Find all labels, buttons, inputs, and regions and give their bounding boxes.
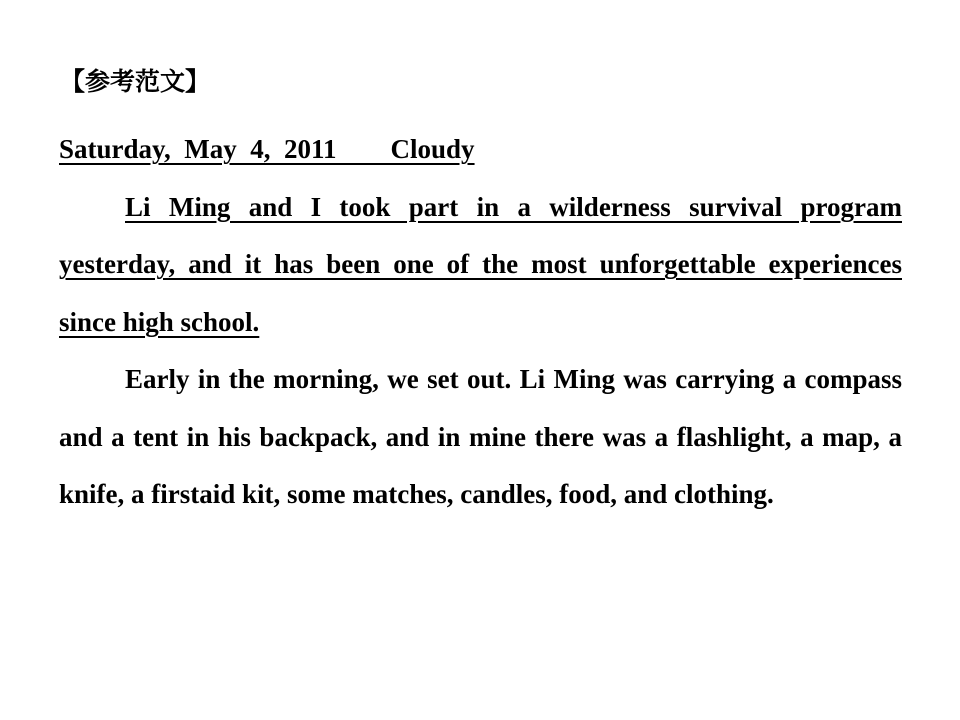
essay-paragraph-1 <box>59 179 902 352</box>
diary-date-weather-line: Saturday, May 4, 2011 Cloudy <box>59 134 475 164</box>
underlined-paragraph-text: Li Ming and I took part in a wilderness survival program yesterday, and it has been one of the most unforgettable experiences since high school. <box>59 191 902 337</box>
essay-paragraph-2: Early in the morning, we set out. Li Ming was carrying a compass and a tent in his backpack, and in mine there was a flashlight, a map, a knife, a firstaid kit, some matches, candles, food, and clothing. <box>59 364 902 509</box>
essay-body <box>59 121 902 524</box>
reference-essay-heading: 【参考范文】 <box>60 67 211 96</box>
